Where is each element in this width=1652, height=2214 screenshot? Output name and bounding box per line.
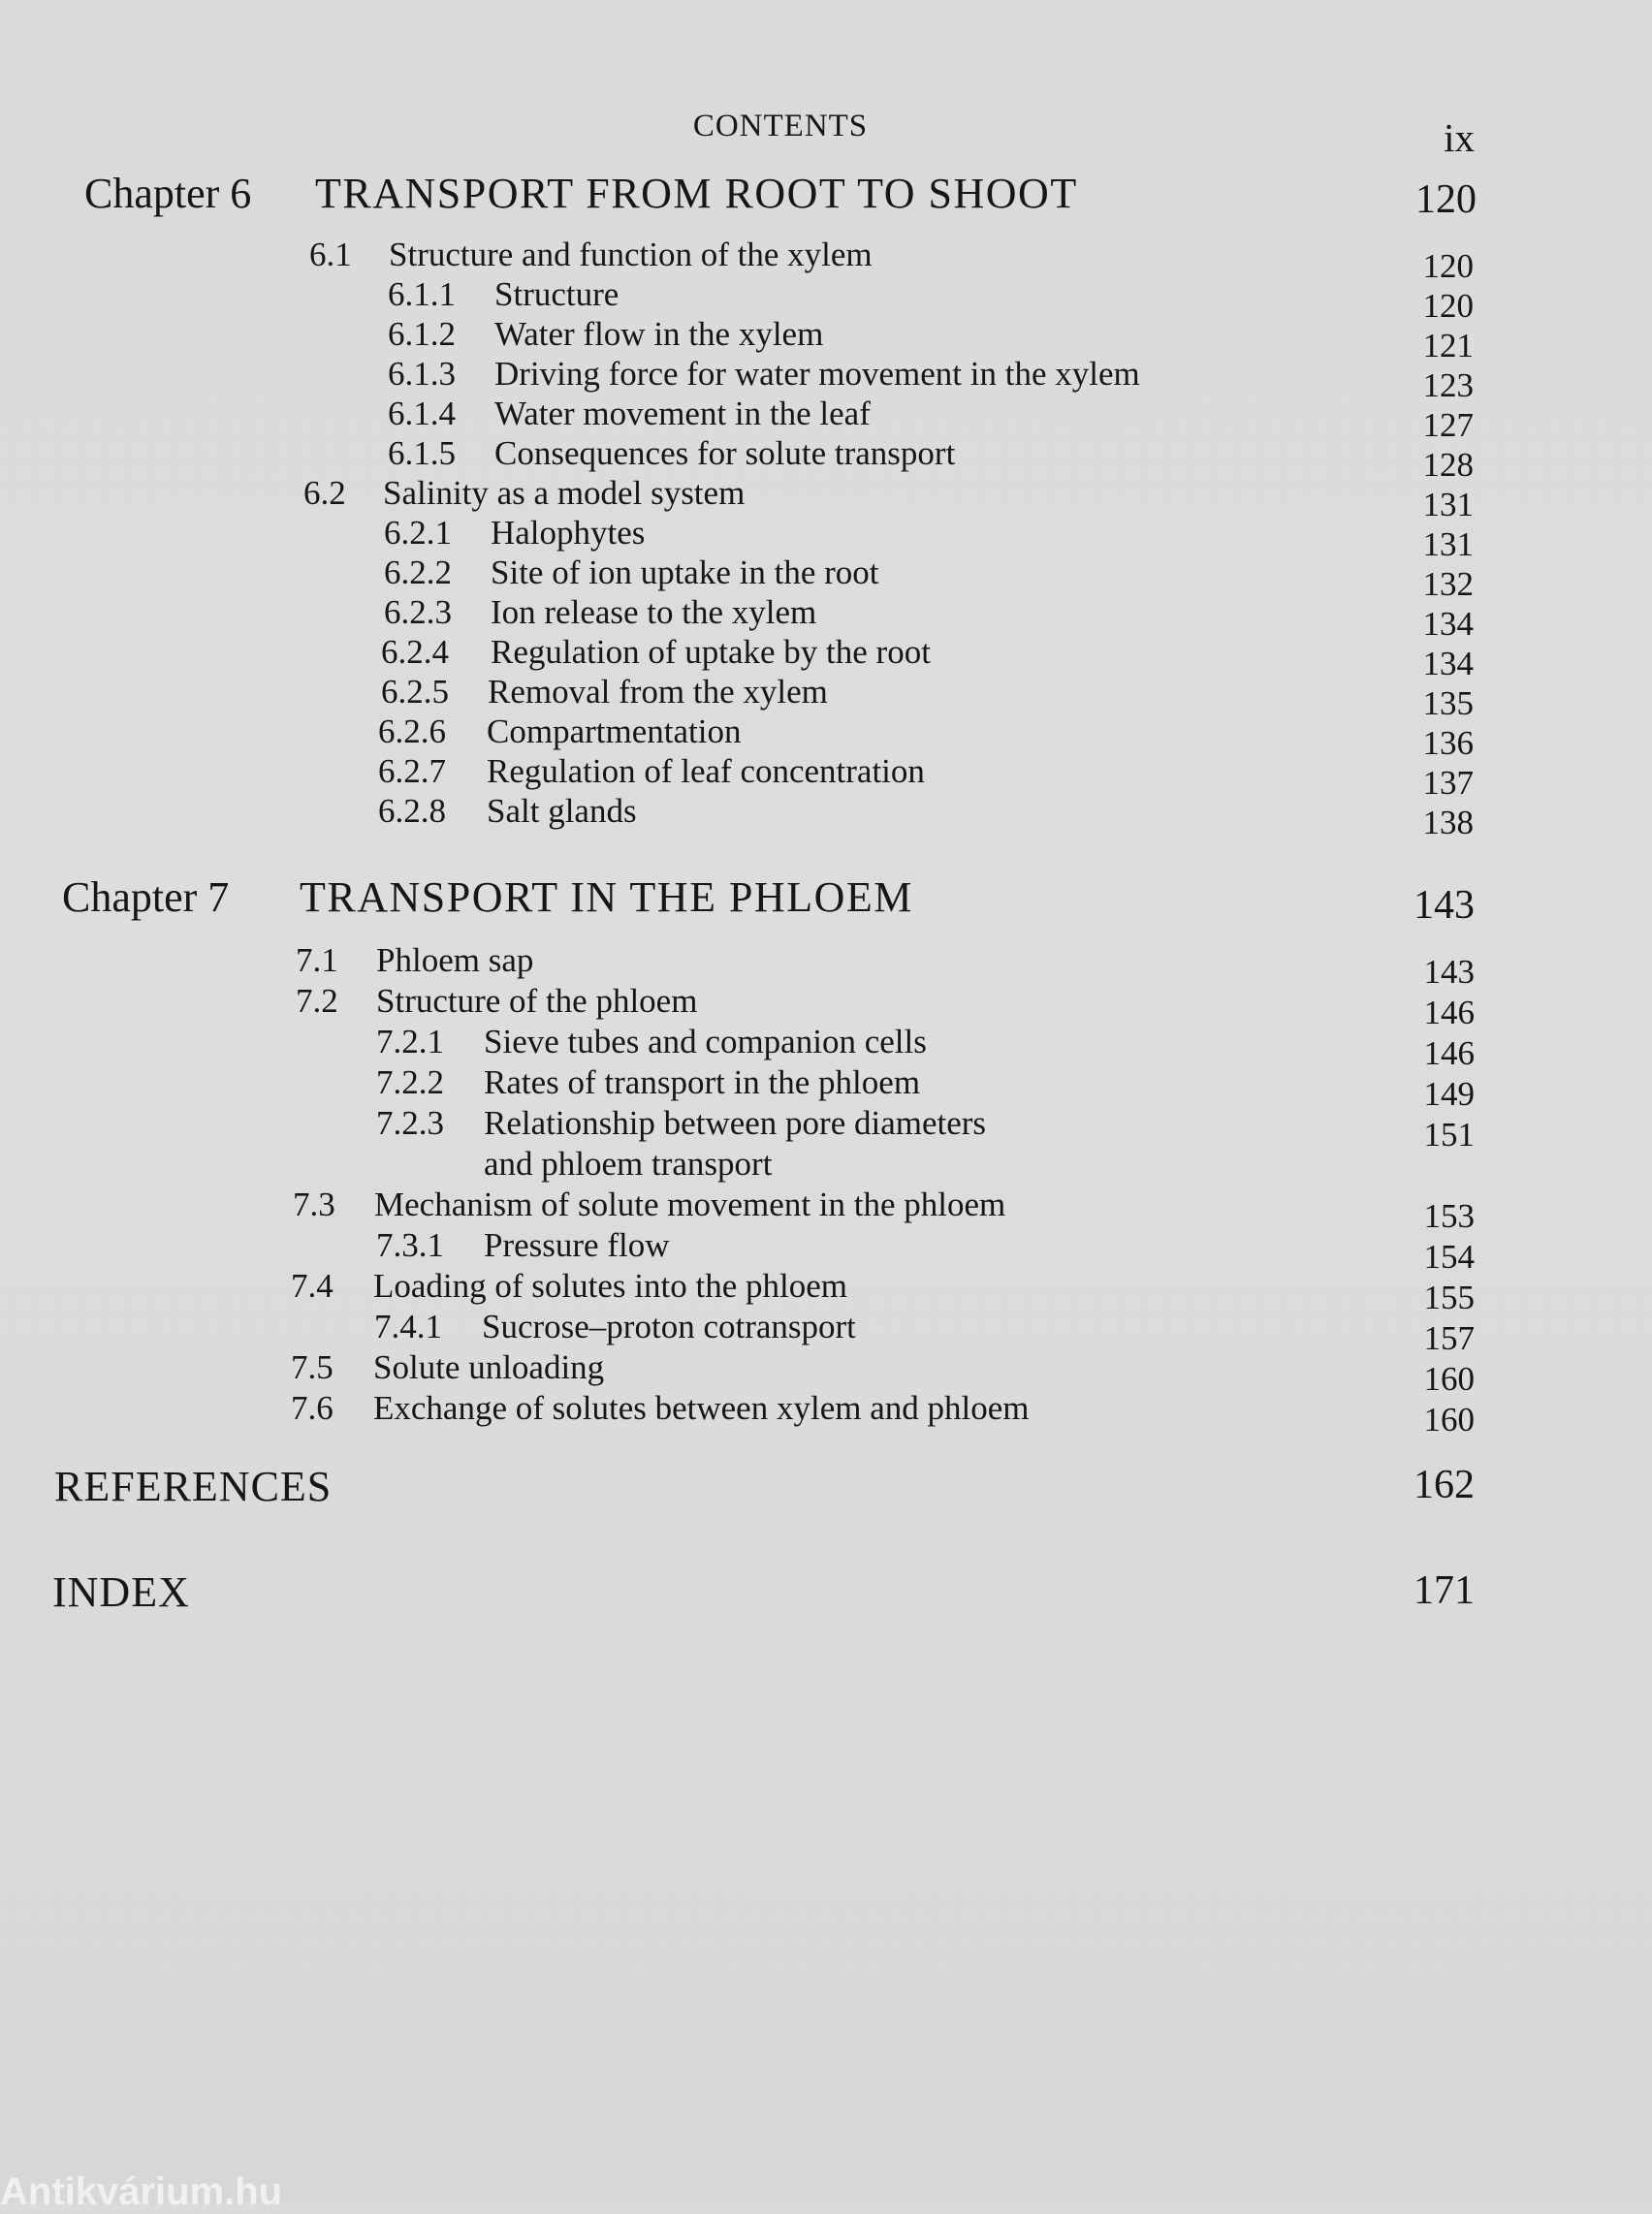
section-title: Exchange of solutes between xylem and phloem xyxy=(373,1389,1030,1427)
toc-entry[interactable] xyxy=(384,514,1474,563)
toc-entry[interactable] xyxy=(309,236,1474,285)
section-page: 127 xyxy=(1422,406,1474,444)
section-page: 154 xyxy=(1423,1238,1475,1276)
toc-entry[interactable] xyxy=(381,633,1474,682)
toc-entry[interactable] xyxy=(376,1063,1475,1113)
toc-entry[interactable] xyxy=(296,982,1475,1031)
section-title: Phloem sap xyxy=(376,941,534,979)
toc-entry[interactable] xyxy=(293,1186,1475,1235)
chapter-title: TRANSPORT IN THE PHLOEM xyxy=(300,873,913,921)
section-title: and phloem transport xyxy=(484,1145,773,1183)
section-page: 135 xyxy=(1422,684,1474,722)
section-number: 6.2.8 xyxy=(378,792,446,830)
chapter-label: Chapter 6 xyxy=(84,170,252,217)
section-page: 120 xyxy=(1422,287,1474,325)
section-number: 6.2.2 xyxy=(384,554,452,591)
section-title: Consequences for solute transport xyxy=(494,434,956,472)
section-number: 7.2.3 xyxy=(376,1104,444,1142)
section-page: 137 xyxy=(1422,764,1474,802)
section-page: 149 xyxy=(1423,1075,1475,1113)
section-number: 6.2.6 xyxy=(378,712,446,750)
references-entry[interactable] xyxy=(54,1462,1475,1516)
section-number: 7.6 xyxy=(291,1389,334,1427)
section-number: 7.4.1 xyxy=(374,1308,442,1345)
backmatter-title: REFERENCES xyxy=(54,1463,333,1510)
section-title: Salinity as a model system xyxy=(383,474,746,512)
running-head: CONTENTS xyxy=(692,109,869,143)
section-page: 160 xyxy=(1423,1401,1475,1439)
section-page: 131 xyxy=(1422,486,1474,523)
backmatter-page: 162 xyxy=(1414,1463,1475,1507)
section-number: 7.4 xyxy=(291,1267,334,1305)
toc-entry[interactable] xyxy=(291,1267,1475,1316)
section-title: Regulation of uptake by the root xyxy=(491,633,931,671)
section-title: Sucrose–proton cotransport xyxy=(482,1308,856,1345)
toc-entry[interactable] xyxy=(378,752,1474,802)
section-number: 6.2 xyxy=(303,474,346,512)
section-title: Site of ion uptake in the root xyxy=(491,554,879,591)
section-page: 157 xyxy=(1423,1319,1475,1357)
section-title: Removal from the xylem xyxy=(488,673,828,711)
section-title: Sieve tubes and companion cells xyxy=(484,1023,927,1060)
chapter-title: TRANSPORT FROM ROOT TO SHOOT xyxy=(315,170,1078,217)
section-page: 128 xyxy=(1422,446,1474,484)
toc-entry[interactable] xyxy=(303,474,1474,523)
section-title: Salt glands xyxy=(487,792,637,830)
section-number: 7.2.1 xyxy=(376,1023,444,1060)
section-title: Water movement in the leaf xyxy=(494,395,871,432)
backmatter-title: INDEX xyxy=(52,1568,190,1616)
watermark: Antikvárium.hu xyxy=(0,2170,283,2213)
chapter-heading[interactable] xyxy=(84,169,1477,223)
toc-entry[interactable] xyxy=(376,1023,1475,1072)
section-title: Ion release to the xylem xyxy=(491,593,817,631)
section-page: 131 xyxy=(1422,525,1474,563)
toc-entry[interactable] xyxy=(388,275,1474,325)
section-number: 7.5 xyxy=(291,1348,334,1386)
page-number: ix xyxy=(1444,115,1475,160)
section-page: 155 xyxy=(1423,1279,1475,1316)
section-page: 132 xyxy=(1422,565,1474,603)
section-title: Compartmentation xyxy=(487,712,742,750)
toc-entry[interactable] xyxy=(388,315,1474,364)
toc-entry[interactable] xyxy=(388,395,1474,444)
section-title: Solute unloading xyxy=(373,1348,605,1386)
toc-entry[interactable] xyxy=(296,941,1475,991)
section-title: Relationship between pore diameters xyxy=(484,1104,987,1142)
chapter-heading[interactable] xyxy=(62,872,1475,927)
section-page: 143 xyxy=(1423,953,1475,991)
section-title: Loading of solutes into the phloem xyxy=(373,1267,847,1305)
toc-entry[interactable] xyxy=(388,355,1474,404)
section-page: 160 xyxy=(1423,1360,1475,1398)
section-number: 6.2.5 xyxy=(381,673,449,711)
chapter-page: 120 xyxy=(1415,177,1477,222)
section-number: 6.2.3 xyxy=(384,593,452,631)
chapter-page: 143 xyxy=(1414,883,1475,928)
section-title: Water flow in the xylem xyxy=(494,315,824,353)
section-number: 7.2 xyxy=(296,982,338,1020)
toc-entry[interactable] xyxy=(378,712,1474,762)
section-number: 6.1.4 xyxy=(388,395,456,432)
section-number: 7.3 xyxy=(293,1186,335,1223)
section-number: 6.2.4 xyxy=(381,633,449,671)
section-page: 151 xyxy=(1423,1116,1475,1154)
chapter-label: Chapter 7 xyxy=(62,873,230,921)
section-number: 6.2.1 xyxy=(384,514,452,552)
section-number: 7.3.1 xyxy=(376,1226,444,1264)
toc-entry[interactable] xyxy=(384,593,1474,643)
toc-entry[interactable] xyxy=(291,1348,1475,1398)
section-page: 120 xyxy=(1422,247,1474,285)
toc-entry[interactable] xyxy=(388,434,1474,484)
toc-entry[interactable] xyxy=(376,1104,1475,1154)
toc-entry[interactable] xyxy=(374,1308,1475,1357)
section-page: 136 xyxy=(1422,724,1474,762)
section-number: 6.2.7 xyxy=(378,752,446,790)
section-page: 153 xyxy=(1423,1197,1475,1235)
section-number: 6.1.5 xyxy=(388,434,456,472)
section-number: 6.1.3 xyxy=(388,355,456,393)
section-number: 6.1.2 xyxy=(388,315,456,353)
section-page: 146 xyxy=(1423,1034,1475,1072)
section-number: 7.1 xyxy=(296,941,338,979)
section-number: 6.1.1 xyxy=(388,275,456,313)
index-entry[interactable] xyxy=(52,1567,1475,1622)
section-title: Structure xyxy=(494,275,620,313)
toc-entry[interactable] xyxy=(384,554,1474,603)
section-page: 134 xyxy=(1422,645,1474,682)
toc-entry[interactable] xyxy=(291,1389,1475,1439)
section-number: 7.2.2 xyxy=(376,1063,444,1101)
section-page: 134 xyxy=(1422,605,1474,643)
toc-entry[interactable] xyxy=(381,673,1474,722)
section-page: 121 xyxy=(1422,327,1474,364)
section-title: Pressure flow xyxy=(484,1226,670,1264)
section-page: 123 xyxy=(1422,366,1474,404)
section-title: Structure and function of the xylem xyxy=(389,236,873,273)
toc-entry[interactable] xyxy=(376,1226,1475,1276)
backmatter-page: 171 xyxy=(1414,1568,1475,1613)
section-title: Driving force for water movement in the xylem xyxy=(494,355,1140,393)
toc-entry-continuation xyxy=(376,1145,1475,1186)
toc-entry[interactable] xyxy=(378,792,1474,841)
section-page: 146 xyxy=(1423,994,1475,1031)
section-title: Halophytes xyxy=(491,514,646,552)
section-number: 6.1 xyxy=(309,236,352,273)
section-title: Rates of transport in the phloem xyxy=(484,1063,921,1101)
section-page: 138 xyxy=(1422,804,1474,841)
section-title: Mechanism of solute movement in the phloem xyxy=(374,1186,1006,1223)
section-title: Structure of the phloem xyxy=(376,982,698,1020)
section-title: Regulation of leaf concentration xyxy=(487,752,925,790)
